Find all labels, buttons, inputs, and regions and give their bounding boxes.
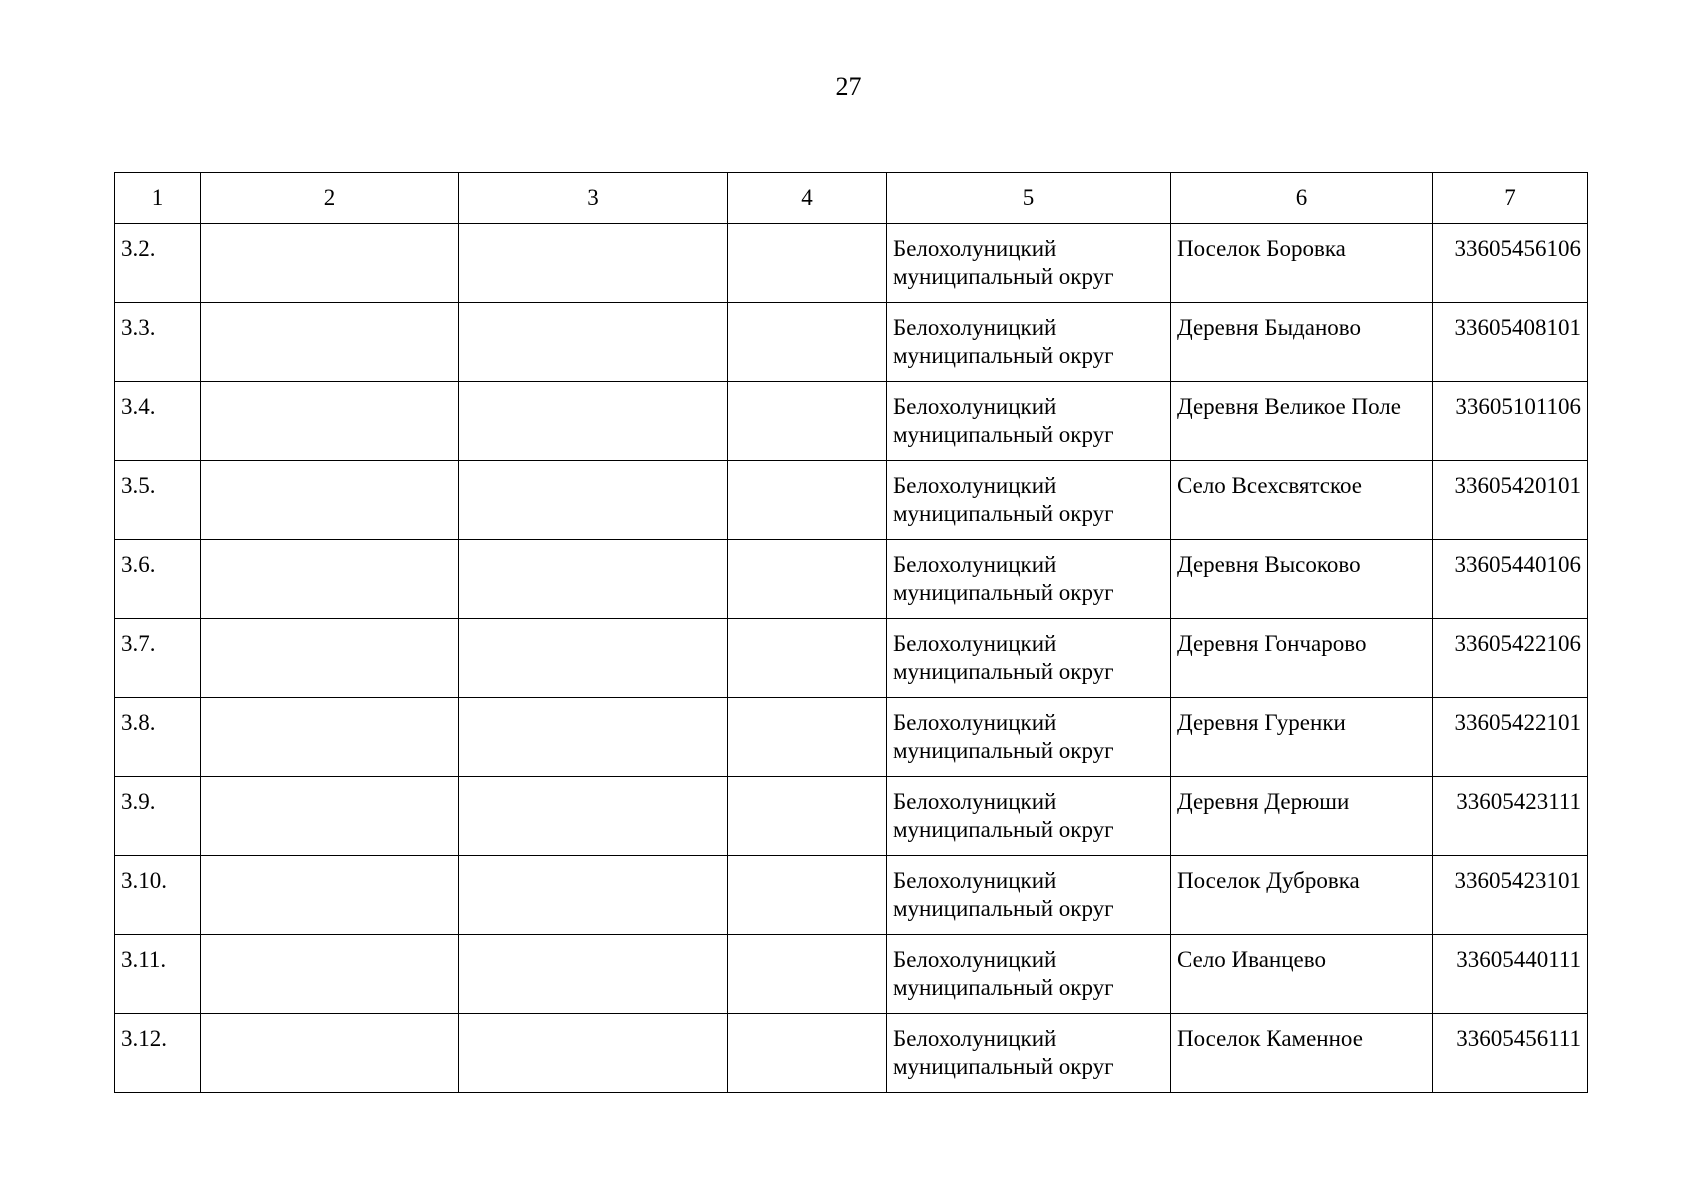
district-name: Белохолуницкий xyxy=(893,710,1057,735)
column-header-1: 1 xyxy=(115,173,201,224)
localities-table xyxy=(114,172,1588,1093)
table-row xyxy=(115,935,1588,1014)
district-cell xyxy=(887,698,1171,777)
district-name: Белохолуницкий xyxy=(893,236,1057,261)
locality-cell: Поселок Дубровка xyxy=(1171,856,1433,935)
cell-col-2 xyxy=(201,856,459,935)
cell-col-3 xyxy=(459,619,728,698)
table-row xyxy=(115,303,1588,382)
district-name: Белохолуницкий xyxy=(893,315,1057,340)
cell-col-2 xyxy=(201,540,459,619)
row-number: 3.10. xyxy=(115,856,201,935)
column-header-7: 7 xyxy=(1433,173,1588,224)
cell-col-2 xyxy=(201,303,459,382)
table-row xyxy=(115,461,1588,540)
row-number: 3.12. xyxy=(115,1014,201,1093)
page-number: 27 xyxy=(835,72,862,101)
locality-cell: Деревня Великое Поле xyxy=(1171,382,1433,461)
column-header-5: 5 xyxy=(887,173,1171,224)
district-cell xyxy=(887,619,1171,698)
district-name: Белохолуницкий xyxy=(893,473,1057,498)
cell-col-4 xyxy=(728,1014,887,1093)
oktmo-code-cell: 33605423101 xyxy=(1433,856,1588,935)
district-name: Белохолуницкий xyxy=(893,1026,1057,1051)
locality-cell: Поселок Каменное xyxy=(1171,1014,1433,1093)
column-header-4: 4 xyxy=(728,173,887,224)
cell-col-2 xyxy=(201,619,459,698)
district-type: муниципальный округ xyxy=(893,1054,1114,1079)
cell-col-4 xyxy=(728,777,887,856)
district-type: муниципальный округ xyxy=(893,659,1114,684)
cell-col-4 xyxy=(728,461,887,540)
district-type: муниципальный округ xyxy=(893,580,1114,605)
district-name: Белохолуницкий xyxy=(893,394,1057,419)
district-type: муниципальный округ xyxy=(893,422,1114,447)
cell-col-2 xyxy=(201,461,459,540)
district-cell xyxy=(887,540,1171,619)
row-number: 3.9. xyxy=(115,777,201,856)
district-name: Белохолуницкий xyxy=(893,552,1057,577)
table-header-row xyxy=(115,173,1588,224)
table-row xyxy=(115,698,1588,777)
column-header-3: 3 xyxy=(459,173,728,224)
cell-col-2 xyxy=(201,698,459,777)
cell-col-4 xyxy=(728,935,887,1014)
district-type: муниципальный округ xyxy=(893,501,1114,526)
district-name: Белохолуницкий xyxy=(893,631,1057,656)
row-number: 3.4. xyxy=(115,382,201,461)
district-type: муниципальный округ xyxy=(893,264,1114,289)
locality-cell: Село Всехсвятское xyxy=(1171,461,1433,540)
cell-col-3 xyxy=(459,698,728,777)
cell-col-2 xyxy=(201,224,459,303)
district-name: Белохолуницкий xyxy=(893,868,1057,893)
locality-cell: Деревня Гуренки xyxy=(1171,698,1433,777)
cell-col-4 xyxy=(728,619,887,698)
table-row xyxy=(115,540,1588,619)
locality-cell: Деревня Дерюши xyxy=(1171,777,1433,856)
cell-col-3 xyxy=(459,540,728,619)
oktmo-code-cell: 33605423111 xyxy=(1433,777,1588,856)
row-number: 3.6. xyxy=(115,540,201,619)
cell-col-3 xyxy=(459,777,728,856)
district-cell xyxy=(887,1014,1171,1093)
table-row xyxy=(115,224,1588,303)
row-number: 3.5. xyxy=(115,461,201,540)
table-row xyxy=(115,856,1588,935)
locality-cell: Село Иванцево xyxy=(1171,935,1433,1014)
oktmo-code-cell: 33605422101 xyxy=(1433,698,1588,777)
cell-col-3 xyxy=(459,1014,728,1093)
table-row xyxy=(115,619,1588,698)
oktmo-code-cell: 33605456106 xyxy=(1433,224,1588,303)
column-header-2: 2 xyxy=(201,173,459,224)
oktmo-code-cell: 33605420101 xyxy=(1433,461,1588,540)
row-number: 3.11. xyxy=(115,935,201,1014)
cell-col-3 xyxy=(459,856,728,935)
row-number: 3.7. xyxy=(115,619,201,698)
cell-col-4 xyxy=(728,698,887,777)
locality-cell: Поселок Боровка xyxy=(1171,224,1433,303)
district-cell xyxy=(887,382,1171,461)
district-type: муниципальный округ xyxy=(893,817,1114,842)
cell-col-4 xyxy=(728,382,887,461)
oktmo-code-cell: 33605440106 xyxy=(1433,540,1588,619)
oktmo-code-cell: 33605408101 xyxy=(1433,303,1588,382)
row-number: 3.3. xyxy=(115,303,201,382)
cell-col-3 xyxy=(459,224,728,303)
row-number: 3.8. xyxy=(115,698,201,777)
district-type: муниципальный округ xyxy=(893,343,1114,368)
table-row xyxy=(115,1014,1588,1093)
locality-cell: Деревня Быданово xyxy=(1171,303,1433,382)
cell-col-3 xyxy=(459,935,728,1014)
district-cell xyxy=(887,935,1171,1014)
cell-col-2 xyxy=(201,1014,459,1093)
district-cell xyxy=(887,856,1171,935)
cell-col-4 xyxy=(728,303,887,382)
cell-col-3 xyxy=(459,303,728,382)
oktmo-code-cell: 33605101106 xyxy=(1433,382,1588,461)
cell-col-2 xyxy=(201,777,459,856)
oktmo-code-cell: 33605456111 xyxy=(1433,1014,1588,1093)
column-header-6: 6 xyxy=(1171,173,1433,224)
district-cell xyxy=(887,224,1171,303)
table-row xyxy=(115,382,1588,461)
oktmo-code-cell: 33605422106 xyxy=(1433,619,1588,698)
district-type: муниципальный округ xyxy=(893,975,1114,1000)
district-name: Белохолуницкий xyxy=(893,789,1057,814)
district-name: Белохолуницкий xyxy=(893,947,1057,972)
district-type: муниципальный округ xyxy=(893,738,1114,763)
cell-col-4 xyxy=(728,540,887,619)
row-number: 3.2. xyxy=(115,224,201,303)
oktmo-code-cell: 33605440111 xyxy=(1433,935,1588,1014)
locality-cell: Деревня Гончарово xyxy=(1171,619,1433,698)
table-row xyxy=(115,777,1588,856)
district-cell xyxy=(887,777,1171,856)
cell-col-2 xyxy=(201,935,459,1014)
cell-col-4 xyxy=(728,224,887,303)
cell-col-3 xyxy=(459,382,728,461)
cell-col-2 xyxy=(201,382,459,461)
cell-col-4 xyxy=(728,856,887,935)
district-cell xyxy=(887,461,1171,540)
district-cell xyxy=(887,303,1171,382)
locality-cell: Деревня Высоково xyxy=(1171,540,1433,619)
cell-col-3 xyxy=(459,461,728,540)
district-type: муниципальный округ xyxy=(893,896,1114,921)
